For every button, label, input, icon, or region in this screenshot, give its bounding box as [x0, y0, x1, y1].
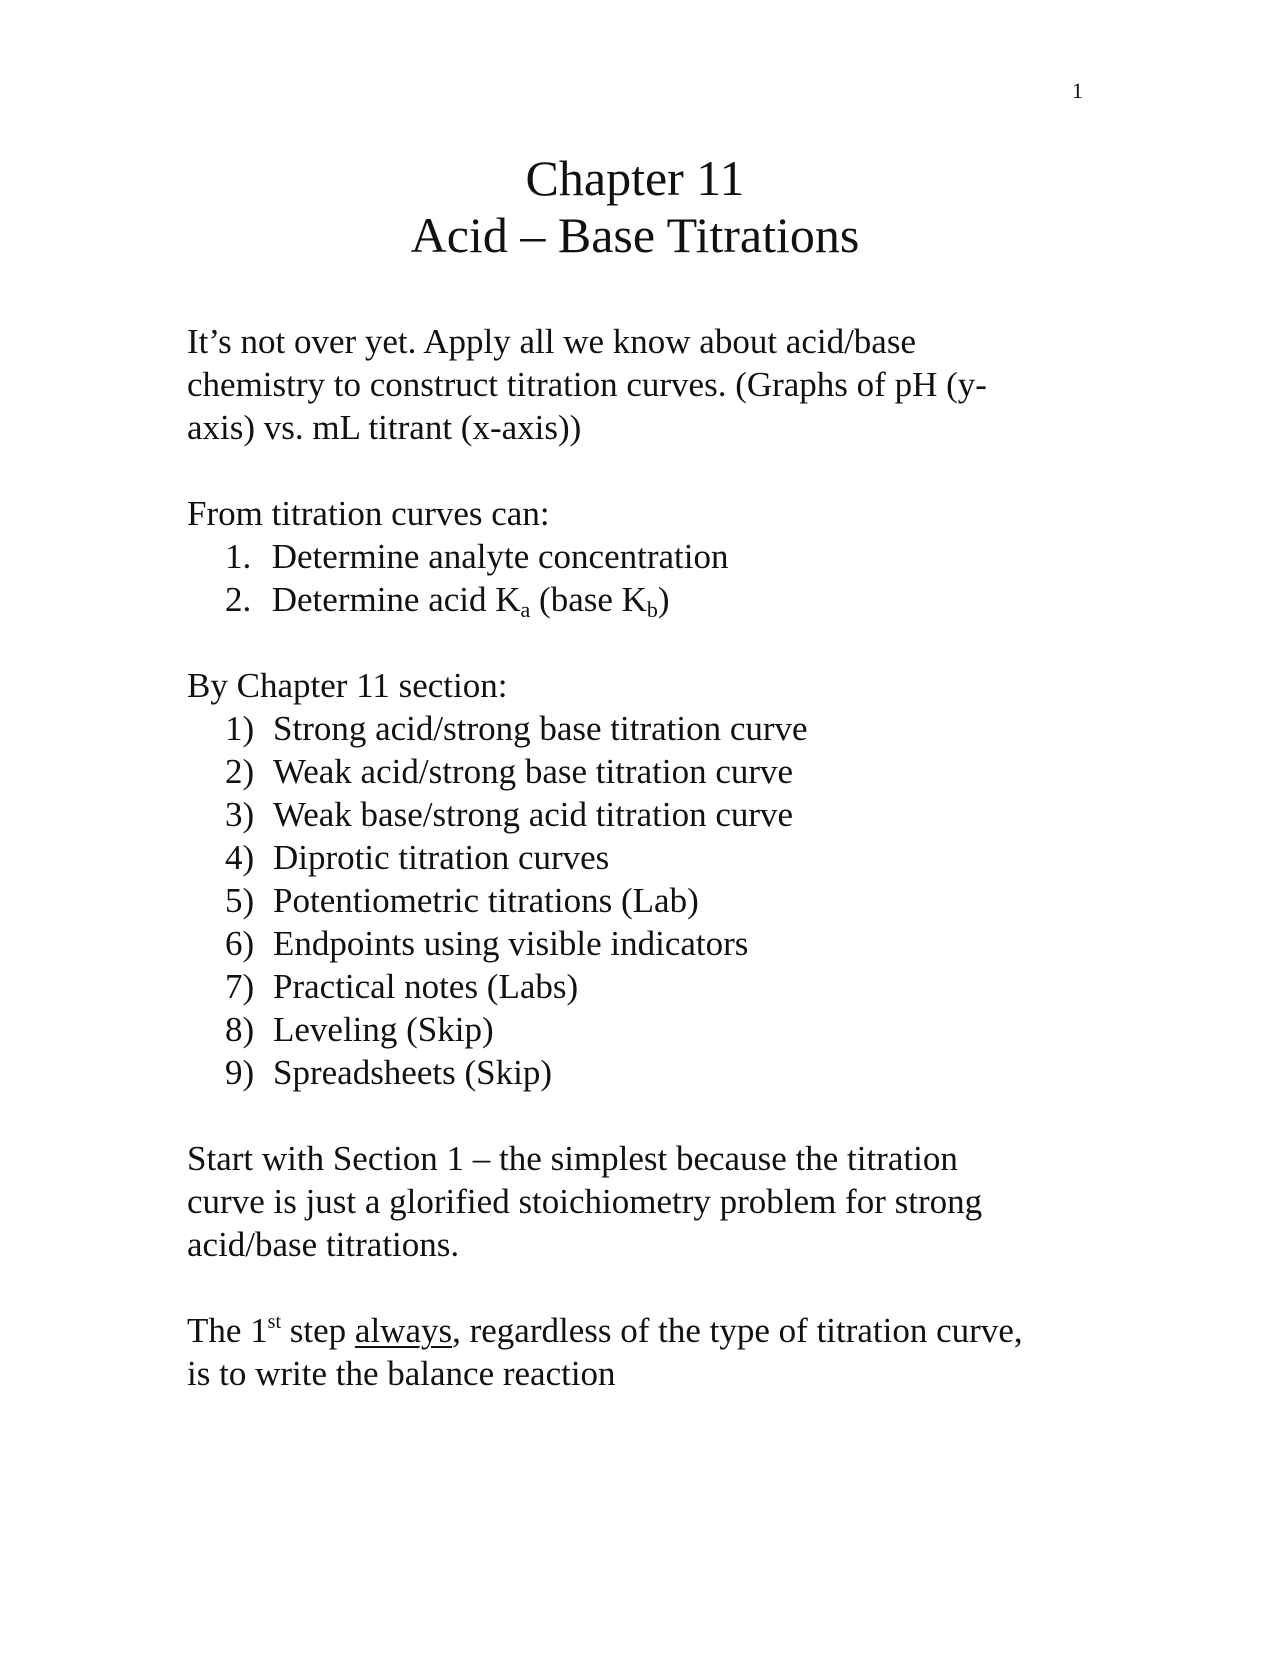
start-line: Start with Section 1 – the simplest because the titration: [187, 1139, 958, 1178]
chapter-title: Chapter 11: [525, 150, 745, 206]
sections-heading: By Chapter 11 section:: [187, 666, 508, 705]
list-item-text: Weak base/strong acid titration curve: [273, 795, 794, 834]
page-number: 1: [1072, 78, 1083, 103]
document-body: [187, 320, 1087, 1395]
list-item-text: Determine analyte concentration: [271, 537, 729, 576]
list-item-text: Spreadsheets (Skip): [273, 1053, 552, 1092]
list-item-text: Determine acid K: [271, 580, 521, 619]
list-item-number: 3): [225, 795, 255, 834]
list-item-text: Diprotic titration curves: [273, 838, 610, 877]
list-item-text: (base K: [530, 580, 647, 619]
sections-list: [187, 707, 1087, 1094]
list-item-number: 2): [225, 752, 255, 791]
list-item: [187, 879, 1087, 922]
list-item: [187, 750, 1087, 793]
list-item-number: 1.: [225, 537, 252, 576]
chapter-subject: Acid – Base Titrations: [410, 207, 860, 263]
intro-paragraph: [187, 320, 1087, 449]
intro-line: It’s not over yet. Apply all we know about acid/base: [187, 322, 917, 361]
emphasis-always: always: [354, 1311, 453, 1350]
list-item-number: 9): [225, 1053, 255, 1092]
list-item: [187, 535, 1087, 578]
start-paragraph: [187, 1137, 1087, 1266]
ka-subscript: a: [520, 597, 531, 622]
list-item-text: Endpoints using visible indicators: [273, 924, 749, 963]
page-title: [0, 150, 1270, 264]
list-item: [187, 922, 1087, 965]
list-item-text: Potentiometric titrations (Lab): [273, 881, 699, 920]
first-step-text: step: [281, 1311, 355, 1350]
list-item: [187, 793, 1087, 836]
start-line: curve is just a glorified stoichiometry problem for strong: [187, 1182, 983, 1221]
list-item: [187, 1008, 1087, 1051]
list-item-text: Practical notes (Labs): [273, 967, 579, 1006]
first-step-paragraph: [187, 1309, 1087, 1395]
list-item-number: 2.: [225, 580, 252, 619]
list-item: [187, 836, 1087, 879]
list-item: [187, 965, 1087, 1008]
list-item-number: 4): [225, 838, 255, 877]
list-item-text: Weak acid/strong base titration curve: [273, 752, 794, 791]
list-item: [187, 578, 1087, 621]
ordinal-superscript: st: [267, 1311, 282, 1333]
list-item-text: Leveling (Skip): [273, 1010, 494, 1049]
list-item-number: 7): [225, 967, 255, 1006]
uses-list: [187, 535, 1087, 621]
list-item-text: Strong acid/strong base titration curve: [273, 709, 808, 748]
first-step-text: The 1: [187, 1311, 268, 1350]
list-item: [187, 1051, 1087, 1094]
list-item-number: 8): [225, 1010, 255, 1049]
kb-subscript: b: [646, 597, 658, 622]
list-item-number: 1): [225, 709, 255, 748]
list-item: [187, 707, 1087, 750]
first-step-line: is to write the balance reaction: [187, 1354, 616, 1393]
uses-heading: From titration curves can:: [187, 494, 550, 533]
list-item-number: 6): [225, 924, 255, 963]
first-step-text: , regardless of the type of titration curve,: [452, 1311, 1023, 1350]
list-item-number: 5): [225, 881, 255, 920]
list-item-text: ): [657, 580, 670, 619]
start-line: acid/base titrations.: [187, 1225, 460, 1264]
intro-line: axis) vs. mL titrant (x-axis)): [187, 408, 582, 447]
intro-line: chemistry to construct titration curves. (Graphs of pH (y-: [187, 365, 987, 404]
